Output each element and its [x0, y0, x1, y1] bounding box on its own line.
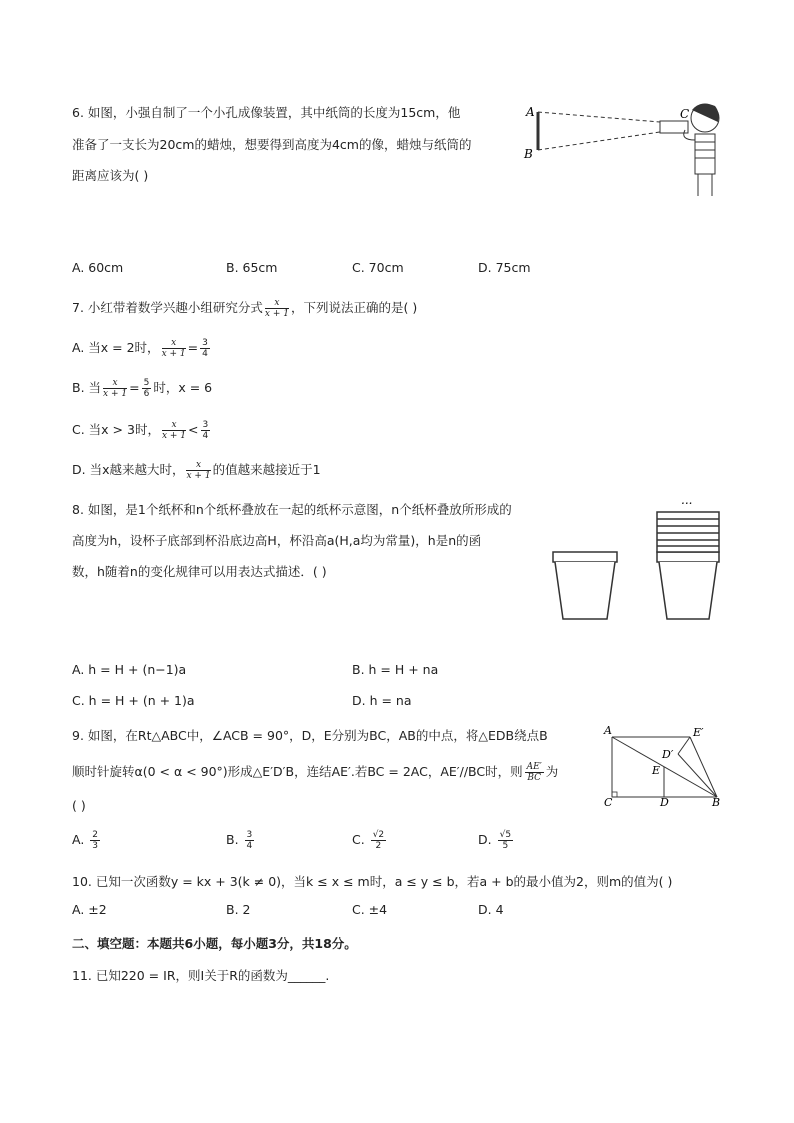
- q6-option-d: D. 75cm: [478, 260, 531, 275]
- q9-line1: 9. 如图，在Rt△ABC中，∠ACB = 90°，D，E分别为BC，AB的中点，将△EDB绕点B: [72, 728, 548, 743]
- q9-option-c: C. $\frac{√2}{2}$: [352, 830, 385, 851]
- q8-line1: 8. 如图，是1个纸杯和n个纸杯叠放在一起的纸杯示意图，n个纸杯叠放所形成的: [72, 502, 512, 517]
- q8-line2: 高度为h，设杯子底部到杯沿底边高H，杯沿高a(H,a均为常量)，h是n的函: [72, 533, 482, 548]
- q6-option-c: C. 70cm: [352, 260, 404, 275]
- q6-line2: 准备了一支长为20cm的蜡烛，想要得到高度为4cm的像，蜡烛与纸筒的: [72, 137, 472, 152]
- q8-option-d: D. h = na: [352, 693, 412, 708]
- q9-option-d: D. $\frac{√5}{5}$: [478, 830, 512, 851]
- q7-stem: 7. 小红带着数学兴趣小组研究分式 $\frac{x}{x + 1}$ ，下列说法正确的是( ): [72, 298, 418, 319]
- section-heading: 二、填空题：本题共6小题，每小题3分，共18分。: [72, 936, 357, 951]
- q9-label-d: D: [660, 796, 669, 807]
- q9-option-b: B. $\frac{3}{4}$: [226, 830, 253, 851]
- q9-label-e-prime: E′: [693, 726, 704, 739]
- q6-line1: 6. 如图，小强自制了一个小孔成像装置，其中纸筒的长度为15cm，他: [72, 105, 461, 120]
- q7-option-a: A. 当x = 2时， $\frac{x}{x + 1}$ = $\frac{3}{4}$: [72, 338, 208, 359]
- q9-line3: ( ): [72, 798, 86, 813]
- q10-option-b: B. 2: [226, 902, 251, 917]
- q6-label-c: C: [680, 107, 690, 121]
- q8-line3: 数，h随着n的变化规律可以用表达式描述．( ): [72, 564, 327, 579]
- q6-option-a: A. 60cm: [72, 260, 124, 275]
- q9-label-c: C: [604, 796, 613, 807]
- q8-cup-figure: [545, 492, 735, 622]
- q9-label-d-prime: D′: [662, 748, 674, 761]
- q8-option-a: A. h = H + (n−1)a: [72, 662, 187, 677]
- q9-label-b: B: [712, 796, 721, 807]
- q10-option-a: A. ±2: [72, 902, 107, 917]
- q9-line2: 顺时针旋转α(0 < α < 90°)形成△E′D′B，连结AE′.若BC = 2AC，AE′//BC时，则 $\frac{AE'}{BC}$ 为: [72, 762, 559, 783]
- q7-option-d: D. 当x越来越大时， $\frac{x}{x + 1}$ 的值越来越接近于1: [72, 460, 321, 481]
- q9-option-a: A. $\frac{2}{3}$: [72, 830, 99, 851]
- q10-option-d: D. 4: [478, 902, 504, 917]
- q10-option-c: C. ±4: [352, 902, 388, 917]
- q9-label-a: A: [604, 724, 612, 737]
- q8-option-c: C. h = H + (n + 1)a: [72, 693, 195, 708]
- q9-label-e: E: [652, 764, 661, 777]
- q10-stem: 10. 已知一次函数y = kx + 3(k ≠ 0)，当k ≤ x ≤ m时，a ≤ y ≤ b，若a + b的最小值为2，则m的值为( ): [72, 874, 673, 889]
- q8-option-b: B. h = H + na: [352, 662, 439, 677]
- q8-ellipsis: ...: [681, 493, 693, 507]
- q9-figure: [600, 722, 730, 807]
- q6-figure: [520, 100, 730, 205]
- q6-line3: 距离应该为( ): [72, 168, 149, 183]
- q11-stem: 11. 已知220 = IR，则I关于R的函数为______.: [72, 968, 330, 983]
- q7-option-c: C. 当x > 3时， $\frac{x}{x + 1}$ < $\frac{3}{4}$: [72, 420, 209, 441]
- q6-label-a: A: [526, 105, 535, 119]
- q7-option-b: B. 当 $\frac{x}{x + 1}$ = $\frac{5}{6}$ 时，x = 6: [72, 378, 213, 399]
- q6-label-b: B: [524, 147, 533, 161]
- q6-option-b: B. 65cm: [226, 260, 278, 275]
